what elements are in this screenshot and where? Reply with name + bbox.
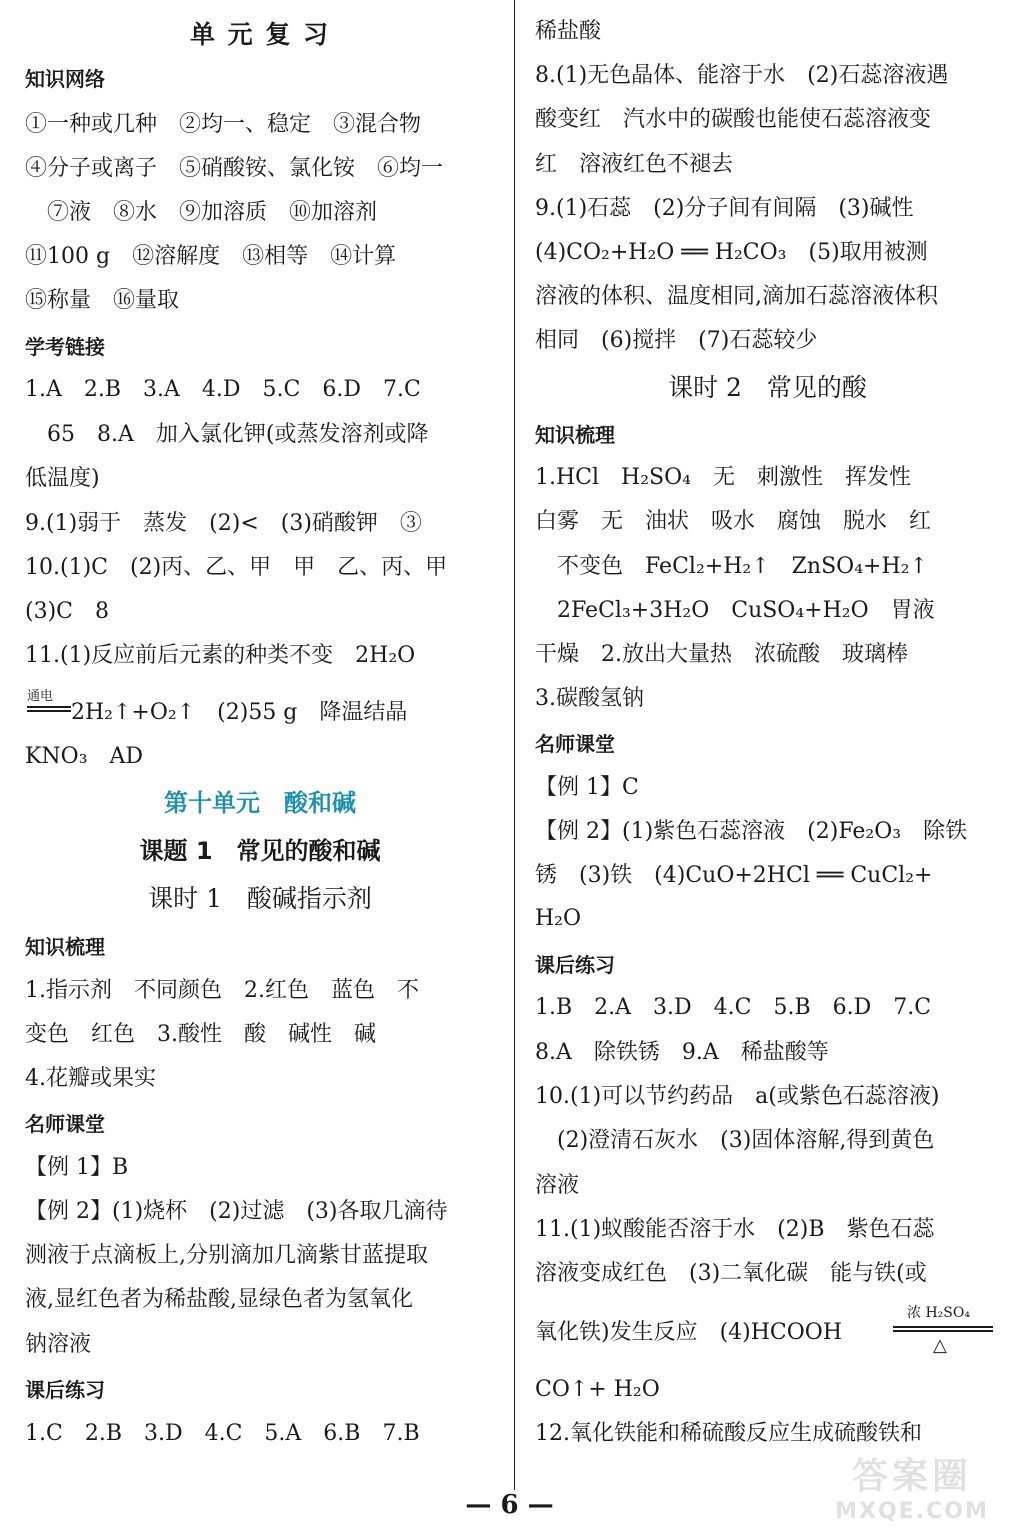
answer-line: 【例 1】C (535, 775, 639, 800)
equation-arrow (27, 706, 71, 708)
answer-line: (3)C 8 (25, 599, 109, 624)
watermark-url: MXQE.COM (835, 1499, 989, 1524)
equation-condition: 通电 (27, 689, 54, 704)
answer-line: ⑮称量 ⑯量取 (25, 288, 180, 313)
answer-line: ⑦液 ⑧水 ⑨加溶质 ⑩加溶剂 (25, 200, 378, 225)
answer-line: 红 溶液红色不褪去 (535, 152, 734, 177)
answer-line: 8.(1)无色晶体、能溶于水 (2)石蕊溶液遇 (535, 63, 949, 88)
answer-line: 10.(1)可以节约药品 a(或紫色石蕊溶液) (535, 1084, 940, 1109)
column-divider (514, 0, 515, 1490)
watermark-logo (817, 1448, 1007, 1528)
answer-line: 12.氧化铁能和稀硫酸反应生成硫酸铁和 (535, 1421, 922, 1446)
section-heading: 名师课堂 (535, 732, 615, 756)
answer-line: 2H₂↑+O₂↑ (2)55 g 降温结晶 (71, 700, 408, 725)
answer-line: CO↑+ H₂O (535, 1377, 660, 1402)
equation-condition: 浓 H₂SO₄ (907, 1305, 970, 1321)
topic-title: 课题 1 常见的酸和碱 (139, 837, 381, 865)
section-heading: 知识梳理 (25, 935, 105, 959)
answer-line: 1.HCl H₂SO₄ 无 刺激性 挥发性 (535, 465, 911, 490)
answer-line: H₂O (535, 906, 582, 931)
section-heading: 知识网络 (25, 67, 105, 91)
answer-line: (4)CO₂+H₂O ══ H₂CO₃ (5)取用被测 (535, 240, 928, 265)
answer-line: ⑪100 g ⑫溶解度 ⑬相等 ⑭计算 (25, 244, 397, 269)
answer-line: 11.(1)反应前后元素的种类不变 2H₂O (25, 643, 416, 668)
unit-title: 第十单元 酸和碱 (164, 789, 356, 817)
answer-line: 酸变红 汽水中的碳酸也能使石蕊溶液变 (535, 107, 932, 132)
answer-line: 1.B 2.A 3.D 4.C 5.B 6.D 7.C (535, 995, 932, 1020)
answer-line: ④分子或离子 ⑤硝酸铵、氯化铵 ⑥均一 (25, 156, 444, 181)
answer-line: 65 8.A 加入氯化钾(或蒸发溶剂或降 (25, 422, 429, 447)
lesson-title: 课时 2 常见的酸 (668, 373, 867, 402)
answer-line: ①一种或几种 ②均一、稳定 ③混合物 (25, 112, 422, 137)
equation-arrow (893, 1326, 993, 1328)
answer-line: 稀盐酸 (535, 19, 602, 44)
equation-heat-symbol: △ (933, 1335, 947, 1356)
answer-line: 10.(1)C (2)丙、乙、甲 甲 乙、丙、甲 (25, 555, 448, 580)
answer-line: 2FeCl₃+3H₂O CuSO₄+H₂O 胃液 (535, 598, 935, 623)
review-title: 单 元 复 习 (189, 20, 331, 49)
answer-line: 不变色 FeCl₂+H₂↑ ZnSO₄+H₂↑ (535, 554, 928, 579)
section-heading: 课后练习 (535, 953, 615, 977)
answer-line: 【例 2】(1)紫色石蕊溶液 (2)Fe₂O₃ 除铁 (535, 819, 968, 844)
answer-line: 9.(1)弱于 蒸发 (2)< (3)硝酸钾 ③ (25, 511, 422, 536)
answer-line: 溶液的体积、温度相同,滴加石蕊溶液体积 (535, 284, 938, 309)
answer-line: 氧化铁)发生反应 (4)HCOOH (535, 1320, 843, 1345)
answer-line: 3.碳酸氢钠 (535, 686, 644, 711)
answer-line: 锈 (3)铁 (4)CuO+2HCl ══ CuCl₂+ (535, 863, 933, 888)
section-heading: 知识梳理 (535, 423, 615, 447)
answer-line: 溶液 (535, 1173, 580, 1198)
answer-line: KNO₃ AD (25, 744, 144, 769)
answer-line: 1.指示剂 不同颜色 2.红色 蓝色 不 (25, 978, 419, 1003)
answer-line: 变色 红色 3.酸性 酸 碱性 碱 (25, 1022, 376, 1047)
answer-line: 白雾 无 油状 吸水 腐蚀 脱水 红 (535, 509, 932, 534)
answer-line: 9.(1)石蕊 (2)分子间有间隔 (3)碱性 (535, 196, 914, 221)
answer-line: 钠溶液 (25, 1332, 92, 1357)
answer-line: 相同 (6)搅拌 (7)石蕊较少 (535, 328, 818, 353)
answer-line: 【例 1】B (25, 1155, 129, 1180)
answer-line: 液,显红色者为稀盐酸,显绿色者为氢氧化 (25, 1287, 413, 1312)
answer-line: 溶液变成红色 (3)二氧化碳 能与铁(或 (535, 1261, 927, 1286)
answer-line: 【例 2】(1)烧杯 (2)过滤 (3)各取几滴待 (25, 1199, 448, 1224)
answer-line: 1.A 2.B 3.A 4.D 5.C 6.D 7.C (25, 377, 421, 402)
section-heading: 名师课堂 (25, 1112, 105, 1136)
section-heading: 课后练习 (25, 1378, 105, 1402)
answer-line: 4.花瓣或果实 (25, 1066, 156, 1091)
page-number: — 6 — (465, 1490, 554, 1520)
lesson-title: 课时 1 酸碱指示剂 (148, 884, 372, 913)
answer-line: 干燥 2.放出大量热 浓硫酸 玻璃棒 (535, 642, 908, 667)
watermark-text: 答案圈 (851, 1456, 972, 1497)
equation-arrow (893, 1330, 993, 1332)
answer-line: (2)澄清石灰水 (3)固体溶解,得到黄色 (535, 1128, 935, 1153)
answer-line: 1.C 2.B 3.D 4.C 5.A 6.B 7.B (25, 1421, 420, 1446)
answer-line: 测液于点滴板上,分别滴加几滴紫甘蓝提取 (25, 1243, 428, 1268)
equation-arrow (27, 710, 71, 712)
answer-line: 低温度) (25, 466, 100, 491)
answer-line: 8.A 除铁锈 9.A 稀盐酸等 (535, 1040, 829, 1065)
section-heading: 学考链接 (25, 335, 105, 359)
answer-line: 11.(1)蚁酸能否溶于水 (2)B 紫色石蕊 (535, 1217, 935, 1242)
